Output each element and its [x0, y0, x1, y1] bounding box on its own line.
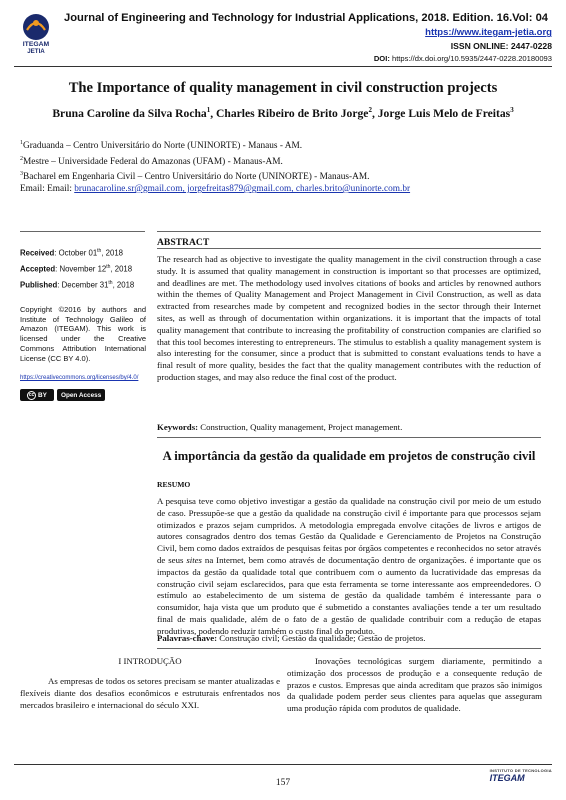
- received-date: [20, 248, 123, 258]
- portuguese-title: A importância da gestão da qualidade em projetos de construção civil: [162, 449, 536, 463]
- affiliation-text: Graduanda – Centro Universitário do Norte (UNINORTE) - Manaus - AM.: [23, 141, 303, 152]
- accepted-year: , 2018: [110, 264, 133, 274]
- author-name: Jorge Luis Melo de Freitas: [377, 106, 511, 120]
- affiliations: [20, 137, 369, 184]
- accepted-value: : November 12: [55, 264, 107, 274]
- doi: [374, 54, 552, 63]
- left-sidebar-rule: [20, 231, 145, 232]
- license-badges: [20, 389, 105, 401]
- affiliation: [20, 137, 369, 153]
- published-date: [20, 280, 134, 290]
- affiliation-sup: 2: [20, 155, 23, 162]
- journal-url-link[interactable]: https://www.itegam-jetia.org: [425, 27, 552, 38]
- by-label: BY: [38, 391, 47, 399]
- footer-logo-small: INSTITUTO DE TECNOLOGIA: [489, 768, 552, 773]
- cc-by-badge: [20, 389, 54, 401]
- author-sup: 2: [368, 106, 372, 114]
- cc-icon: cc: [28, 392, 35, 398]
- resumo-heading: RESUMO: [157, 480, 191, 489]
- affiliation-text: Mestre – Universidade Federal do Amazonas (UFAM) - Manaus-AM.: [23, 156, 283, 167]
- author-name: Charles Ribeiro de Brito Jorge: [216, 106, 369, 120]
- affiliation-text: Bacharel em Engenharia Civil – Centro Universitário do Norte (UNINORTE) - Manaus-AM.: [23, 172, 370, 183]
- accepted-sup: th: [106, 264, 111, 270]
- page-number: 157: [275, 778, 291, 788]
- svg-text:ITEGAM: ITEGAM: [22, 41, 50, 48]
- header-rule: [14, 66, 552, 67]
- resumo-text: na Internet, bem como através de documentação dentro de organizações. é importante que os impactos da gestão da qualidade total que contribuem com o aumento da lucratividade das empresas da construção civil sejam esclarecidos, para que esta ferramenta se torne interessante aos empreendedores. O estímulo ao estabelecimento de um sistema de gestão da qualidade também é interessante para o consumidor, haja vista que um produto que é submetido a constantes avaliações tende a ter um resultado final de mais qualidade, além de o fato de a gestão de qualidade contribuir com a redução de etapas produtivas, podendo reduzir também o custo final do produto.: [157, 554, 541, 636]
- resumo-body: [157, 496, 541, 638]
- palavras-rule: [157, 648, 541, 649]
- keywords-rule: [157, 437, 541, 438]
- copyright-notice: Copyright ©2016 by authors and Institute of Technology Galileo of Amazon (ITEGAM). This work is licensed under the Creative Commons Attribution International License (CC BY 4.0).: [20, 305, 146, 363]
- intro-left-paragraph: As empresas de todos os setores precisam se manter atualizadas e flexíveis diante dos desafios econômicos e estruturais enfrentados nos mercados brasileiro e internacional do século XXI.: [20, 676, 280, 710]
- journal-title: Journal of Engineering and Technology for Industrial Applications, 2018. Edition. 16.Vol: 04: [64, 12, 549, 24]
- author-separator: ,: [371, 106, 378, 120]
- doi-label: DOI:: [373, 54, 390, 63]
- author-sup: 1: [206, 106, 211, 114]
- email-label: Email: Email:: [20, 184, 75, 194]
- footer-rule: [14, 764, 552, 765]
- abstract-body: The research had as objective to investigate the quality management in the civil construction through a case study. It is assumed that quality management in construction is important so that processes are optimized, and deadlines are met. The methodology used involves citations of books and articles by renowned authors within the themes of Quality Management and Project Management in Civil Construction, as well as data extracted from researches made by competent and recognized bodies in the sector through their Internet sites, as well as through of documentation within organizations. it is important that the impacts of total quality management that contribute to increasing the profitability of construction companies are clarified so that this tool becomes interesting to entrepreneurs. The stimulus to establish a quality management system is also interesting for the consumer, since a product that is submitted to constant evaluations tends to have a final result of more quality, besides the fact that the quality management contributes with the reduction of production stages, and may also reduce the final cost of the product.: [157, 254, 541, 382]
- abstract-top-rule: [157, 231, 541, 232]
- email-links[interactable]: brunacaroline.sr@gmail.com, jorgefreitas879@gmail.com, charles.brito@uninorte.com.br: [74, 184, 411, 194]
- issn: ISSN ONLINE: 2447-0228: [450, 41, 552, 51]
- keywords-label: Keywords:: [157, 422, 199, 432]
- footer-logo-text: ITEGAM: [489, 773, 525, 783]
- abstract-heading: ABSTRACT: [157, 237, 210, 248]
- affiliation-sup: 1: [20, 140, 23, 146]
- keywords-list: Construction, Quality management, Project management.: [198, 422, 403, 432]
- palavras-chave: [157, 633, 541, 643]
- published-value: : December 31: [57, 280, 109, 290]
- svg-text:JETIA: JETIA: [27, 48, 45, 54]
- resumo-sites: sites: [186, 554, 202, 565]
- intro-right-paragraph: Inovações tecnológicas surgem diariamente, permitindo a otimização dos processos de produção e a consequente redução de prazos e custos. Empresas que ainda acreditam que prazos são inimigos da qualidade podem perder seus clientes para aquelas que asseguram uma produção rápida com produtos de qualidade.: [287, 656, 542, 714]
- affiliation: [20, 168, 369, 184]
- open-access-label: Open Access: [61, 391, 102, 399]
- doi-value: https://dx.doi.org/10.5935/2447-0228.20180093: [391, 54, 552, 63]
- accepted-label: Accepted: [20, 264, 56, 274]
- palavras-label: Palavras-chave:: [157, 633, 218, 643]
- published-year: , 2018: [112, 280, 135, 290]
- paper-title: The Importance of quality management in civil construction projects: [68, 80, 498, 96]
- published-sup: th: [108, 280, 113, 286]
- itegam-logo: [14, 10, 58, 54]
- received-sup: th: [97, 248, 102, 254]
- open-access-badge: [57, 389, 105, 401]
- received-value: : October 01: [54, 248, 98, 258]
- received-label: Received: [20, 248, 55, 258]
- keywords: [157, 422, 541, 432]
- palavras-list: Construção civil; Gestão da qualidade; Gestão de projetos.: [217, 633, 426, 643]
- footer-logo: [490, 768, 552, 783]
- affiliation-sup: 3: [20, 171, 23, 178]
- published-label: Published: [20, 280, 58, 290]
- author-name: Bruna Caroline da Silva Rocha: [52, 106, 207, 120]
- author-list: [0, 106, 566, 120]
- abstract-head-rule: [157, 248, 541, 249]
- received-year: , 2018: [101, 248, 124, 258]
- email-line: [20, 184, 550, 194]
- accepted-date: [20, 264, 132, 274]
- author-separator: ,: [210, 106, 217, 120]
- section-heading-introducao: I INTRODUÇÃO: [118, 656, 182, 666]
- license-link[interactable]: https://creativecommons.org/licenses/by/4.0/: [20, 375, 139, 381]
- resumo-text: A pesquisa teve como objetivo investigar a gestão da qualidade na construção civil por meio de um estudo de caso. Pressupõe-se que a gestão da qualidade na construção civil é importante para que processos sejam otimizados e prazos sejam cumpridos. A metodologia empregada envolve citações de livros e artigos de autores consagrados dentro dos temas Gestão da Qualidade e Gerenciamento de Projetos na Construção Civil, bem como dados extraídos de pesquisas feitas por órgãos competentes e reconhecidos no setor através de seus: [157, 496, 541, 565]
- author-sup: 3: [510, 106, 514, 114]
- affiliation: [20, 153, 369, 169]
